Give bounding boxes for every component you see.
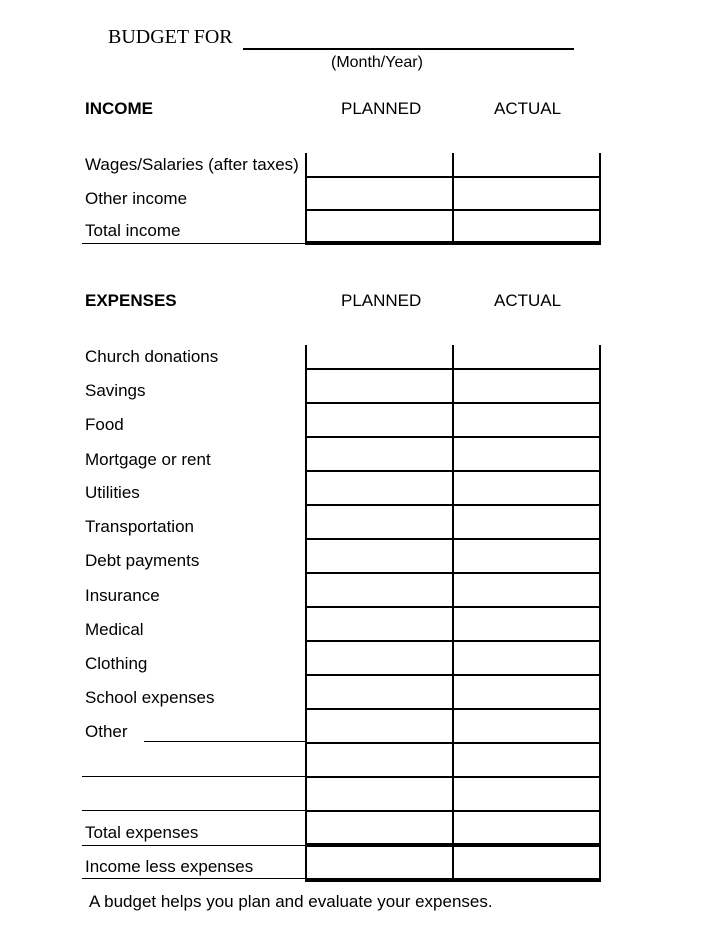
expense-row-label: Church donations	[85, 347, 219, 366]
net-total-rule	[305, 878, 601, 882]
total-expenses-underline	[82, 845, 306, 846]
expense-row-label: Debt payments	[85, 551, 200, 570]
utilities-planned-cell[interactable]	[308, 473, 451, 503]
other-actual-cell[interactable]	[455, 711, 598, 741]
expense-row-label: Medical	[85, 620, 144, 639]
expenses-grid-line	[305, 776, 601, 778]
income-planned-heading: PLANNED	[341, 99, 422, 118]
expenses-heading: EXPENSES	[85, 291, 177, 310]
church-donations-planned-cell[interactable]	[308, 348, 451, 367]
income-heading: INCOME	[85, 99, 153, 118]
total-income-planned-cell[interactable]	[308, 212, 451, 240]
income-grid-line	[305, 176, 601, 178]
debt-payments-planned-cell[interactable]	[308, 541, 451, 571]
mortgage-actual-cell[interactable]	[455, 439, 598, 469]
expense-row-label: Savings	[85, 381, 146, 400]
transportation-actual-cell[interactable]	[455, 507, 598, 537]
expense-row-label: Other	[85, 722, 128, 741]
clothing-planned-cell[interactable]	[308, 643, 451, 673]
net-label-underline	[82, 878, 306, 879]
income-row-label: Other income	[85, 189, 188, 208]
footer-note: A budget helps you plan and evaluate your expenses.	[89, 892, 493, 911]
medical-actual-cell[interactable]	[455, 609, 598, 639]
mortgage-planned-cell[interactable]	[308, 439, 451, 469]
income-grid-line	[305, 209, 601, 211]
total-expenses-planned-cell[interactable]	[308, 813, 451, 842]
write-in-1-planned-cell[interactable]	[308, 745, 451, 775]
expenses-planned-heading: PLANNED	[341, 291, 422, 310]
income-grid-line	[305, 153, 307, 244]
month-year-blank-line[interactable]	[243, 48, 574, 50]
write-in-2-actual-cell[interactable]	[455, 779, 598, 809]
expense-row-label: School expenses	[85, 688, 215, 707]
savings-planned-cell[interactable]	[308, 371, 451, 401]
insurance-actual-cell[interactable]	[455, 575, 598, 605]
utilities-actual-cell[interactable]	[455, 473, 598, 503]
expenses-grid-line	[305, 572, 601, 574]
wages-planned-cell[interactable]	[308, 156, 451, 175]
food-planned-cell[interactable]	[308, 405, 451, 435]
expenses-grid-line	[305, 606, 601, 608]
wages-actual-cell[interactable]	[455, 156, 598, 175]
insurance-planned-cell[interactable]	[308, 575, 451, 605]
expenses-grid-line	[305, 470, 601, 472]
expenses-grid-line	[305, 674, 601, 676]
income-total-rule	[305, 241, 601, 245]
expenses-grid-line	[452, 345, 454, 881]
savings-actual-cell[interactable]	[455, 371, 598, 401]
school-expenses-planned-cell[interactable]	[308, 677, 451, 707]
income-less-expenses-actual-cell[interactable]	[455, 848, 598, 877]
budget-title: BUDGET FOR	[108, 26, 233, 48]
expenses-grid-line	[305, 402, 601, 404]
expenses-grid-line	[305, 640, 601, 642]
month-year-caption: (Month/Year)	[331, 54, 423, 71]
church-donations-actual-cell[interactable]	[455, 348, 598, 367]
write-in-line[interactable]	[82, 776, 306, 777]
income-less-expenses-label: Income less expenses	[85, 857, 254, 876]
income-actual-heading: ACTUAL	[494, 99, 562, 118]
expenses-grid-line	[305, 708, 601, 710]
total-expenses-actual-cell[interactable]	[455, 813, 598, 842]
expense-row-label: Mortgage or rent	[85, 450, 211, 469]
expense-row-label: Clothing	[85, 654, 148, 673]
expenses-grid-line	[305, 368, 601, 370]
income-grid-line	[599, 153, 601, 244]
expense-row-label: Insurance	[85, 586, 160, 605]
expense-row-label: Utilities	[85, 483, 140, 502]
expenses-grid-line	[305, 436, 601, 438]
income-grid-line	[452, 153, 454, 244]
expenses-grid-line	[305, 504, 601, 506]
medical-planned-cell[interactable]	[308, 609, 451, 639]
income-row-label: Wages/Salaries (after taxes)	[85, 155, 299, 174]
other-income-planned-cell[interactable]	[308, 179, 451, 208]
other-income-actual-cell[interactable]	[455, 179, 598, 208]
write-in-2-planned-cell[interactable]	[308, 779, 451, 809]
write-in-line[interactable]	[82, 810, 306, 811]
expenses-grid-line	[305, 538, 601, 540]
total-expenses-label: Total expenses	[85, 823, 199, 842]
food-actual-cell[interactable]	[455, 405, 598, 435]
expense-row-label: Transportation	[85, 517, 194, 536]
other-description-line[interactable]	[144, 741, 306, 742]
expenses-actual-heading: ACTUAL	[494, 291, 562, 310]
debt-payments-actual-cell[interactable]	[455, 541, 598, 571]
income-less-expenses-planned-cell[interactable]	[308, 848, 451, 877]
expenses-grid-line	[305, 742, 601, 744]
other-planned-cell[interactable]	[308, 711, 451, 741]
income-label-underline	[82, 243, 306, 244]
expenses-grid-line	[599, 345, 601, 881]
total-income-actual-cell[interactable]	[455, 212, 598, 240]
expenses-grid-line	[305, 810, 601, 812]
income-row-label: Total income	[85, 221, 181, 240]
expenses-grid-line	[305, 345, 307, 881]
clothing-actual-cell[interactable]	[455, 643, 598, 673]
school-expenses-actual-cell[interactable]	[455, 677, 598, 707]
transportation-planned-cell[interactable]	[308, 507, 451, 537]
write-in-1-actual-cell[interactable]	[455, 745, 598, 775]
expense-row-label: Food	[85, 415, 124, 434]
total-expenses-rule	[305, 843, 601, 847]
